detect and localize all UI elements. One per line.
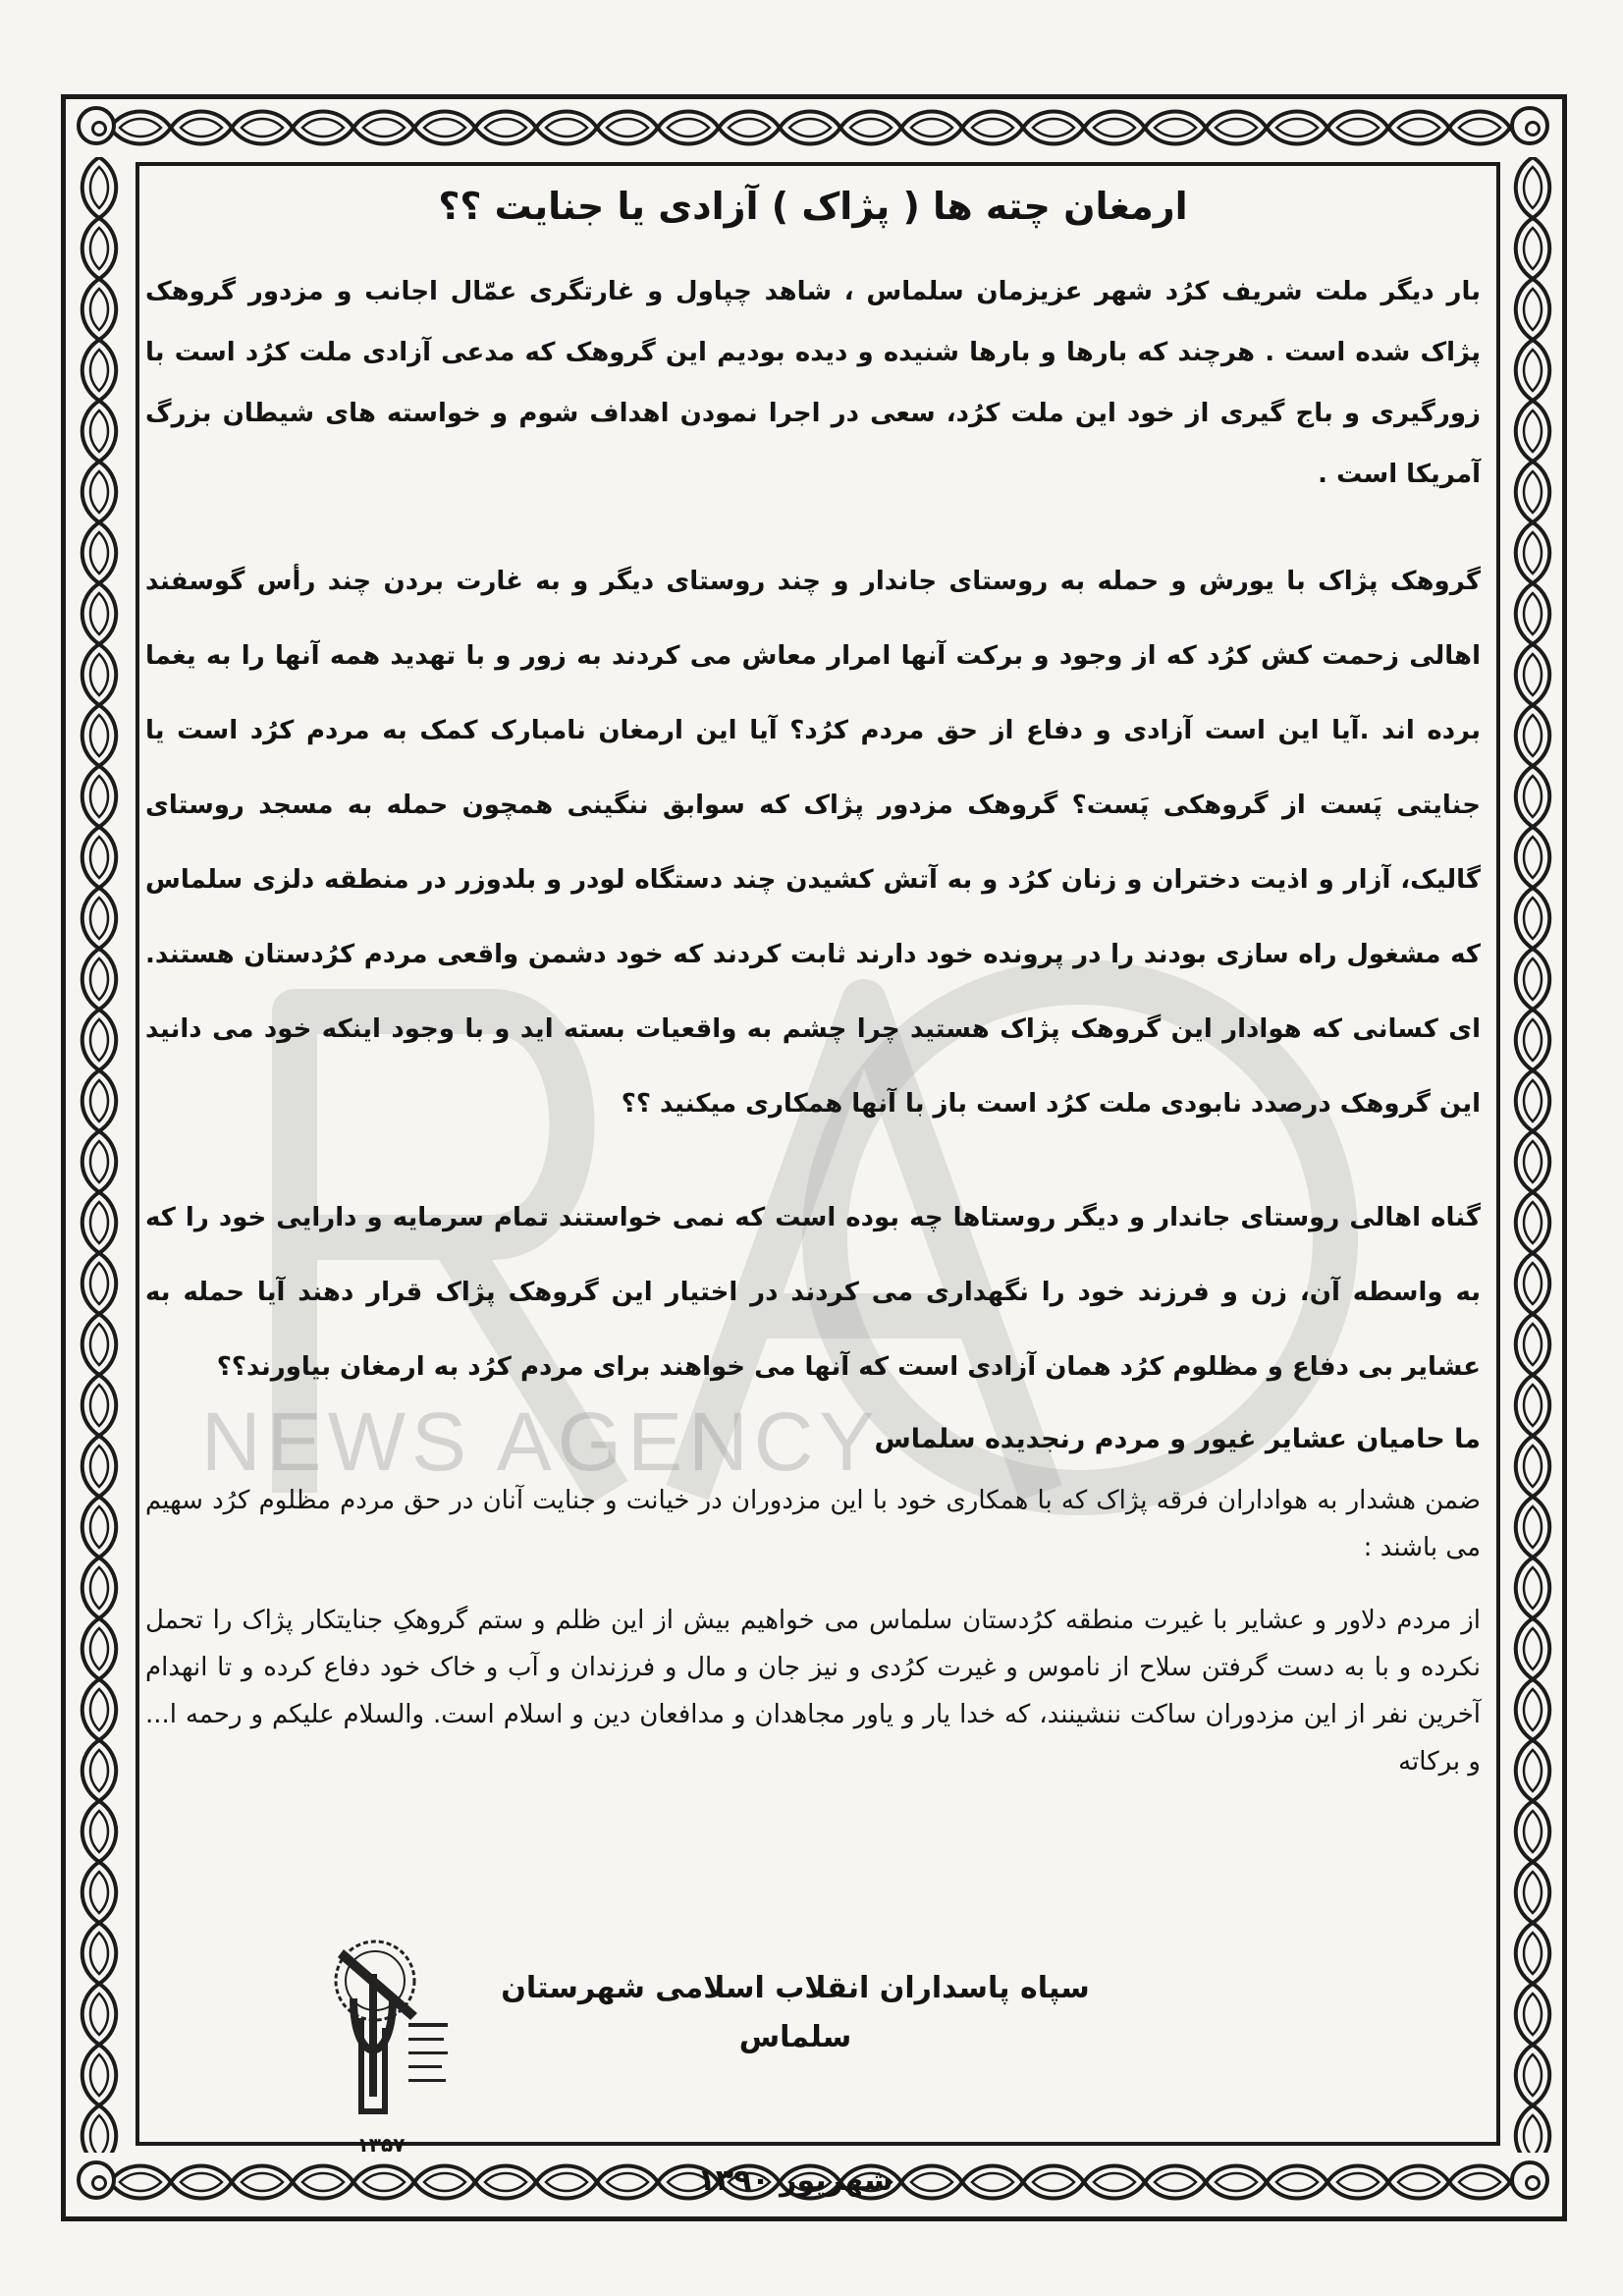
corner-ornament-top-left (77, 106, 116, 145)
watermark-text: NEWS AGENCY (201, 1395, 881, 1488)
paragraph-call: از مردم دلاور و عشایر با غیرت منطقه کرُدستان سلماس می خواهیم بیش از این ظلم و ستم گروهکِ جنایتکار پژاک را تحمل نکرده و با به دست گرفتن سلاح از ناموس و غیرت کرُدی و نیز جان و مال و فرزندان و آب و خاک خود دفاع کرده و تا انهدام آخرین نفر از این مزدوران ساکت ننشینند، که خدا یار و یاور مجاهدان و مدافعان دین و اسلام است. والسلام علیکم و رحمه ا... و برکاته (145, 1606, 1481, 1777)
signers-line: ما حامیان عشایر غیور و مردم رنجدیده سلماس (874, 1424, 1481, 1454)
corner-ornament-top-right (1510, 106, 1549, 145)
paragraph-warning: ضمن هشدار به هواداران فرقه پژاک که با همکاری خود با این مزدوران در خیانت و جنایت آنان در حق مردم مظلوم کرُد سهیم می باشند : (145, 1486, 1481, 1562)
letter-body (145, 167, 1481, 1785)
paragraph-intro: بار دیگر ملت شریف کرُد شهر عزیزمان سلماس ، شاهد چپاول و غارتگری عمّال اجانب و مزدور گروهک پژاک شده است . هرچند که بارها و بارها شنیده و دیده بودیم این گروهک که مدعی آزادی ملت کرُد است با زورگیری و باج گیری از خود این ملت کرُد، سعی در اجرا نمودن اهداف شوم و خواسته های شیطان بزرگ آمریکا است . (145, 277, 1481, 489)
top-ornament-band (110, 102, 1514, 153)
corner-ornament-bottom-left (77, 2160, 116, 2200)
signature-block (461, 1964, 1129, 2206)
corner-ornament-bottom-right (1510, 2160, 1549, 2200)
paragraph-question: گناه اهالی روستای جاندار و دیگر روستاها چه بوده است که نمی خواستند تمام سرمایه و دارایی خود را که به واسطه آن، زن و فرزند خود را نگهداری می کردند در اختیار این گروهک پژاک قرار دهند آیا حمله به عشایر بی دفاع و مظلوم کرُد همان آزادی است که آنها می خواهند برای مردم کرُد به ارمغان بیاورند؟؟ (145, 1203, 1481, 1382)
paragraph-raid: گروهک پژاک با یورش و حمله به روستای جاندار و چند روستای دیگر و به غارت بردن چند رأس گوسفند اهالی زحمت کش کرُد که از وجود و برکت آنها امرار معاش می کردند به زور و با تهدید همه آنها را به یغما برده اند .آیا این است آزادی و دفاع از حق مردم کرُد؟ آیا این ارمغان نامبارک کمک به مردم کرُد است یا جنایتی پَست از گروهکی پَست؟ گروهک مزدور پژاک که سوابق ننگینی همچون حمله به مسجد روستای گالیک، آزار و اذیت دختران و زنان کرُد و به آتش کشیدن چند دستگاه لودر و بلدوزر در منطقه دلزی سلماس که مشغول راه سازی بودند را در پرونده خود دارند ثابت کردند که خود دشمن واقعی مردم کرُدستان هستند. ای کسانی که هوادار این گروهک پژاک هستید چرا چشم به واقعیات بسته اید و با وجود اینکه خود می دانید این گروهک درصدد نابودی ملت کرُد است باز با آنها همکاری میکنید ؟؟ (145, 567, 1481, 1119)
left-ornament-band (71, 157, 128, 2153)
letter-title: ارمغان چته ها ( پژاک ) آزادی یا جنایت ؟؟ (438, 185, 1188, 228)
emblem-year: ۱۳۵۷ (356, 2133, 406, 2157)
issue-date: شهریور ۱۳۹۰ (697, 2163, 893, 2198)
right-ornament-band (1504, 157, 1561, 2153)
irgc-emblem-icon (314, 1930, 452, 2136)
issuing-organization: سپاه پاسداران انقلاب اسلامی شهرستان سلماس (501, 1971, 1090, 2054)
